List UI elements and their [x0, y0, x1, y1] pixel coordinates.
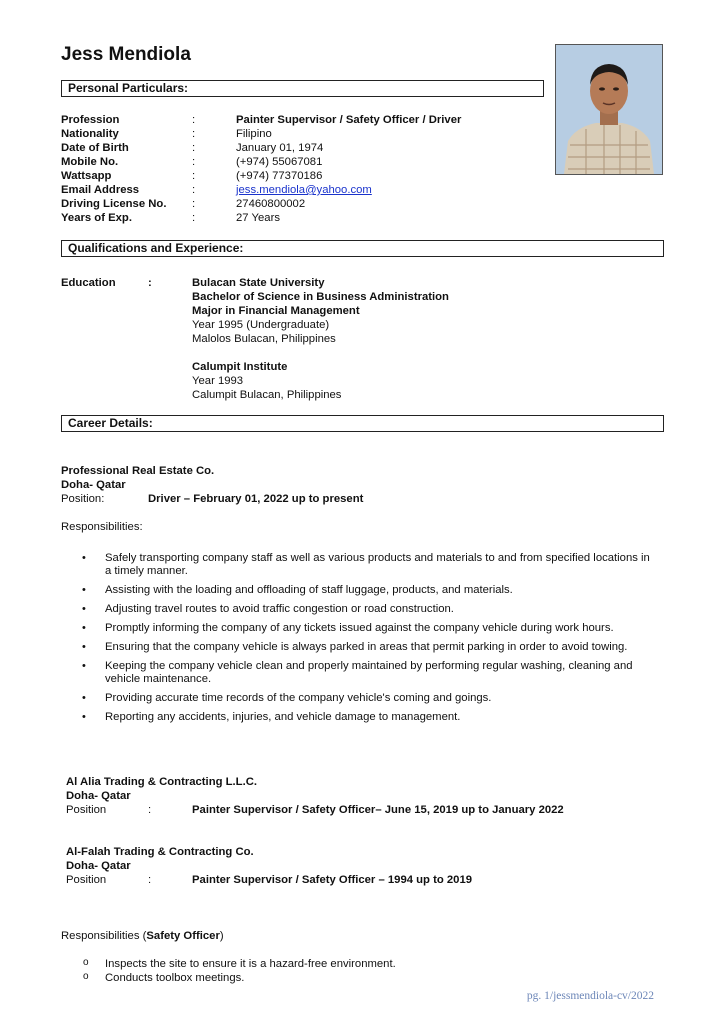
section-heading-qualifications: Qualifications and Experience: [61, 240, 664, 257]
field-value: 27 Years [236, 212, 280, 224]
resp-prefix: Responsibilities ( [61, 930, 147, 942]
field-label: Email Address [61, 184, 140, 196]
school-year: Year 1995 (Undergraduate) [192, 319, 330, 331]
field-label: Driving License No. [61, 198, 167, 210]
responsibility-item: • Promptly informing the company of any tickets issued against the company vehicle during work hours. [82, 622, 657, 635]
responsibility-item: o Inspects the site to ensure it is a hazard-free environment. [82, 957, 582, 971]
education-separator: : [148, 277, 152, 289]
school-year: Year 1993 [192, 375, 244, 387]
responsibility-item: • Keeping the company vehicle clean and properly maintained by performing regular washing, cleaning and vehicle maintenance. [82, 660, 657, 686]
responsibility-item: • Ensuring that the company vehicle is always parked in areas that permit parking in order to avoid towing. [82, 641, 657, 654]
safety-responsibilities-label [61, 929, 224, 943]
safety-responsibilities-list [82, 957, 582, 985]
major: Major in Financial Management [192, 305, 360, 317]
company-name: Professional Real Estate Co. [61, 465, 215, 477]
field-value: January 01, 1974 [236, 142, 324, 154]
field-separator: : [192, 212, 196, 224]
position-label: Position: [61, 493, 105, 505]
field-label: Years of Exp. [61, 212, 132, 224]
field-separator: : [192, 184, 196, 196]
page-footer: pg. 1/jessmendiola-cv/2022 [526, 990, 654, 1002]
education-label: Education [61, 277, 116, 289]
field-value: 27460800002 [236, 198, 306, 210]
field-label: Wattsapp [61, 170, 112, 182]
candidate-name: Jess Mendiola [61, 44, 191, 65]
position-separator: : [148, 874, 152, 886]
company-location: Doha- Qatar [66, 860, 131, 872]
field-label: Profession [61, 114, 120, 126]
field-separator: : [192, 170, 196, 182]
field-separator: : [192, 156, 196, 168]
field-value: Filipino [236, 128, 272, 140]
section-heading-personal: Personal Particulars: [61, 80, 544, 97]
school-name: Bulacan State University [192, 277, 325, 289]
company-location: Doha- Qatar [66, 790, 131, 802]
field-label: Date of Birth [61, 142, 129, 154]
field-label: Mobile No. [61, 156, 119, 168]
responsibility-item: • Safely transporting company staff as well as various products and materials to and from specified locations in a timely manner. [82, 552, 657, 578]
field-value: (+974) 55067081 [236, 156, 323, 168]
company-name: Al-Falah Trading & Contracting Co. [66, 846, 254, 858]
responsibility-item: • Providing accurate time records of the company vehicle's coming and goings. [82, 692, 657, 705]
school-name: Calumpit Institute [192, 361, 288, 373]
position-title: Painter Supervisor / Safety Officer – 1994 up to 2019 [192, 874, 473, 886]
profile-photo [555, 44, 663, 175]
responsibility-item: • Adjusting travel routes to avoid traffic congestion or road construction. [82, 603, 657, 616]
position-title: Driver – February 01, 2022 up to present [148, 493, 364, 505]
responsibilities-list [82, 552, 657, 730]
field-label: Nationality [61, 128, 119, 140]
company-name: Al Alia Trading & Contracting L.L.C. [66, 776, 258, 788]
field-separator: : [192, 128, 196, 140]
responsibility-item: • Reporting any accidents, injuries, and vehicle damage to management. [82, 711, 657, 724]
resp-suffix: ) [219, 930, 224, 942]
email-link[interactable]: jess.mendiola@yahoo.com [236, 184, 372, 196]
position-title: Painter Supervisor / Safety Officer– June 15, 2019 up to January 2022 [192, 804, 564, 816]
person-photo-graphic [556, 45, 662, 174]
responsibilities-label: Responsibilities: [61, 521, 143, 533]
field-separator: : [192, 114, 196, 126]
position-separator: : [148, 804, 152, 816]
field-separator: : [192, 142, 196, 154]
school-location: Malolos Bulacan, Philippines [192, 333, 336, 345]
responsibility-item: • Assisting with the loading and offloading of staff luggage, products, and materials. [82, 584, 657, 597]
position-label: Position [66, 804, 107, 816]
responsibility-item: o Conducts toolbox meetings. [82, 971, 582, 985]
school-location: Calumpit Bulacan, Philippines [192, 389, 342, 401]
field-value: (+974) 77370186 [236, 170, 323, 182]
field-separator: : [192, 198, 196, 210]
field-value: Painter Supervisor / Safety Officer / Driver [236, 114, 462, 126]
resp-role: Safety Officer [146, 930, 220, 942]
company-location: Doha- Qatar [61, 479, 126, 491]
section-heading-career: Career Details: [61, 415, 664, 432]
position-label: Position [66, 874, 107, 886]
degree: Bachelor of Science in Business Administration [192, 291, 449, 303]
